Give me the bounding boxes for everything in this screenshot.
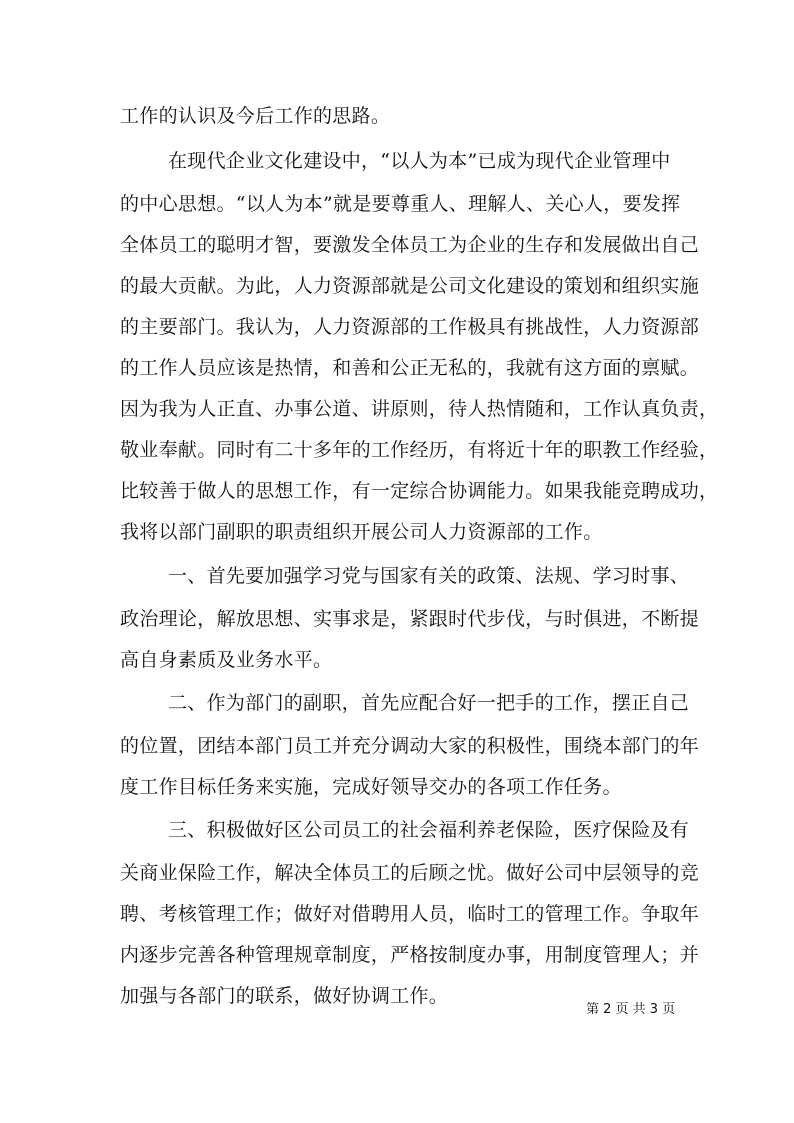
paragraph-line: 政治理论，解放思想、实事求是，紧跟时代步伐，与时俱进，不断提 [120,608,700,630]
paragraph-line: 聘、考核管理工作；做好对借聘用人员，临时工的管理工作。争取年 [120,903,700,925]
paragraph-line: 在现代企业文化建设中，“以人为本”已成为现代企业管理中 [168,150,671,172]
paragraph-line: 我将以部门副职的职责组织开展公司人力资源部的工作。 [120,521,603,543]
paragraph-line: 敬业奉献。同时有二十多年的工作经历，有将近十年的职教工作经验， [120,439,719,461]
paragraph-line: 二、作为部门的副职，首先应配合好一把手的工作，摆正自己 [168,692,690,714]
paragraph-line: 的位置，团结本部门员工并充分调动大家的积极性，围绕本部门的年 [120,735,700,757]
paragraph-line: 一、首先要加强学习党与国家有关的政策、法规、学习时事、 [168,565,690,587]
paragraph-line: 全体员工的聪明才智，要激发全体员工为企业的生存和发展做出自己 [120,234,700,256]
paragraph-line: 关商业保险工作，解决全体员工的后顾之忧。做好公司中层领导的竞 [120,862,700,884]
paragraph-line: 的最大贡献。为此，人力资源部就是公司文化建设的策划和组织实施 [120,275,700,297]
paragraph-line: 的工作人员应该是热情，和善和公正无私的，我就有这方面的禀赋。 [120,357,700,379]
paragraph-line: 度工作目标任务来实施，完成好领导交办的各项工作任务。 [120,776,622,798]
paragraph-line: 因为我为人正直、办事公道、讲原则，待人热情随和，工作认真负责， [120,398,719,420]
paragraph-line: 加强与各部门的联系，做好协调工作。 [120,985,449,1007]
paragraph-line: 的主要部门。我认为，人力资源部的工作极具有挑战性，人力资源部 [120,316,700,338]
paragraph-line: 三、积极做好区公司员工的社会福利养老保险，医疗保险及有 [168,819,690,841]
paragraph-line: 的中心思想。“以人为本”就是要尊重人、理解人、关心人，要发挥 [120,193,681,215]
paragraph-line: 内逐步完善各种管理规章制度，严格按制度办事，用制度管理人；并 [120,944,700,966]
page-number: 第 2 页 共 3 页 [586,1002,676,1017]
paragraph-line: 高自身素质及业务水平。 [120,649,333,671]
paragraph-line: 工作的认识及今后工作的思路。 [120,105,391,127]
paragraph-line: 比较善于做人的思想工作，有一定综合协调能力。如果我能竞聘成功， [120,480,719,502]
